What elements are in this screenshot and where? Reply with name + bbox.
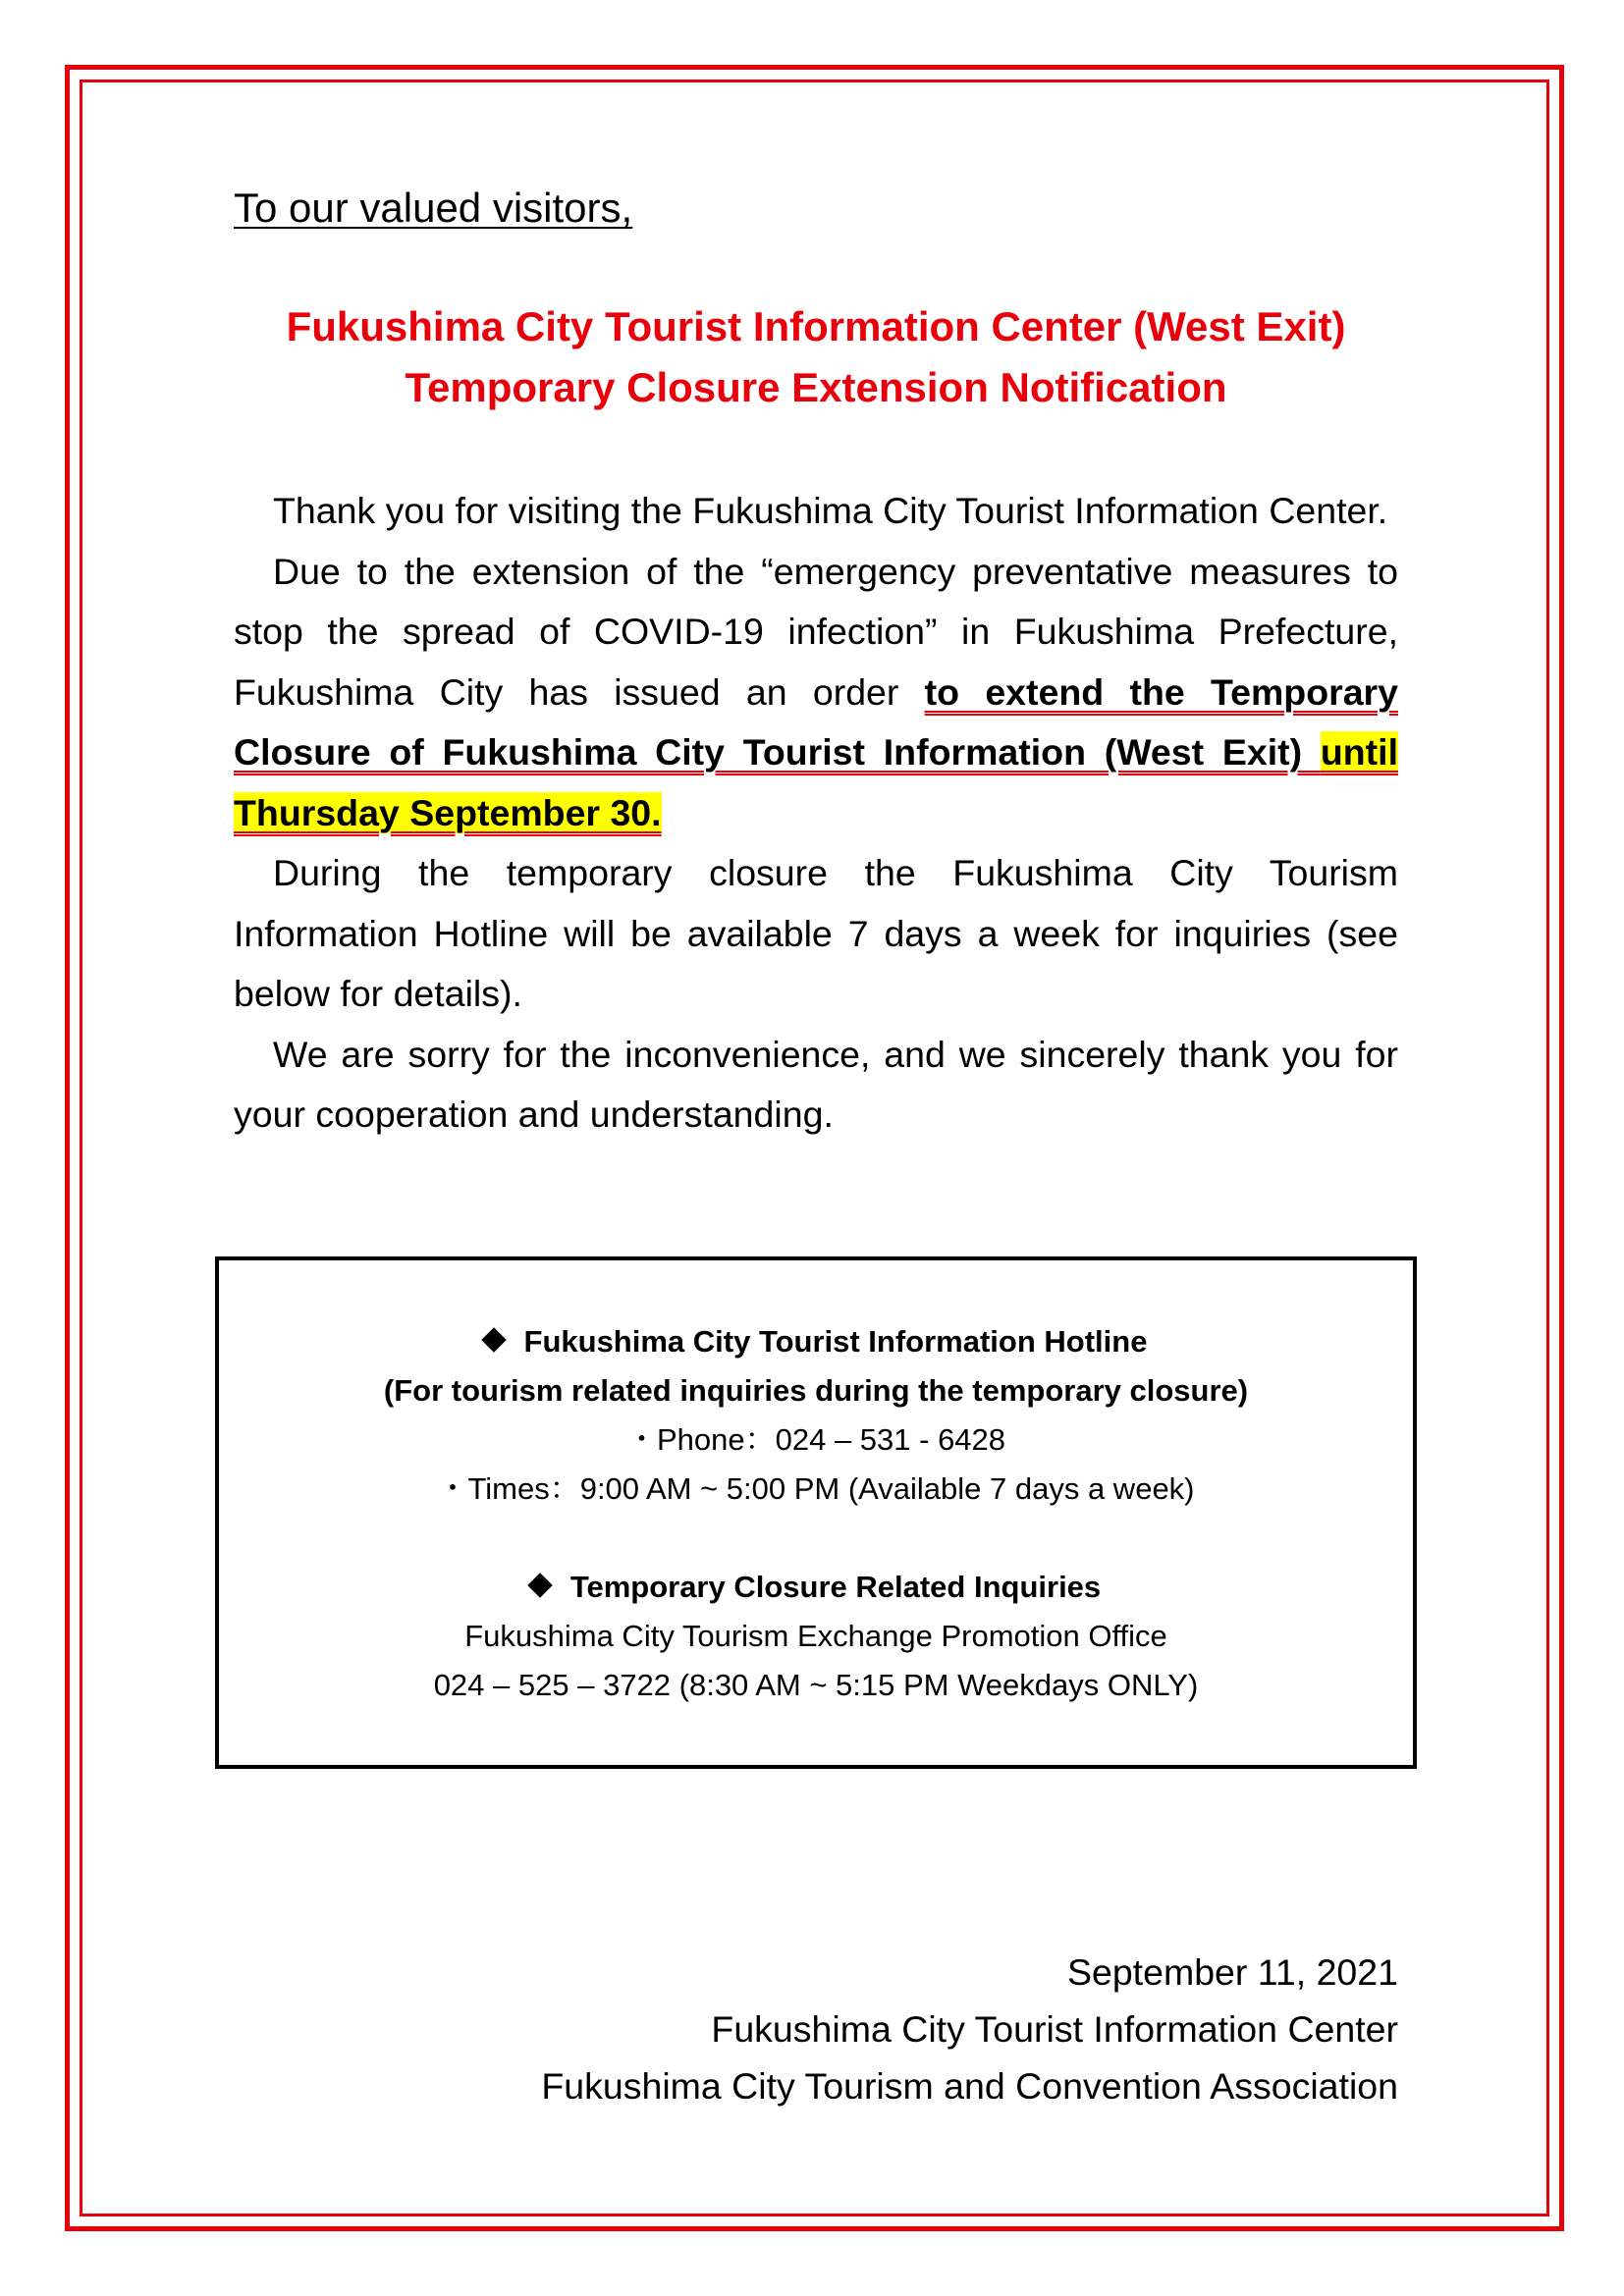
hotline-heading <box>219 1317 1413 1366</box>
hotline-phone: ・Phone：024 – 531 - 6428 <box>625 1422 1006 1457</box>
paragraph-extension <box>234 542 1398 844</box>
section-gap <box>219 1514 1413 1563</box>
signature-date: September 11, 2021 <box>1066 1951 1398 1993</box>
hotline-times: ・Times：9:00 AM ~ 5:00 PM (Available 7 days a week) <box>437 1471 1195 1506</box>
paragraph-thanks: Thank you for visiting the Fukushima City Tourist Information Center. <box>273 490 1388 531</box>
greeting: To our valued visitors, <box>234 185 633 231</box>
extension-end-date: until Thursday September 30. <box>234 731 1398 833</box>
closure-inquiries-heading <box>219 1563 1413 1612</box>
extension-emphasis-text: to extend the Temporary Closure of Fukushima City Tourist Information (West Exit) <box>234 670 1399 773</box>
title-line-1: Fukushima City Tourist Information Center (West Exit) <box>286 303 1346 349</box>
office-name: Fukushima City Tourism Exchange Promotion Office <box>464 1619 1167 1653</box>
paragraph-apology: We are sorry for the inconvenience, and we sincerely thank you for your cooperation and understanding. <box>234 1033 1398 1135</box>
diamond-bullet-icon <box>481 1327 506 1352</box>
office-contact: 024 – 525 – 3722 (8:30 AM ~ 5:15 PM Weekdays ONLY) <box>433 1668 1199 1702</box>
signature-org-2: Fukushima City Tourism and Convention Association <box>541 2065 1398 2107</box>
contact-info-inner <box>219 1317 1413 1710</box>
notice-title <box>204 296 1428 418</box>
notice-body <box>234 481 1398 1146</box>
hotline-subtitle: (For tourism related inquiries during the temporary closure) <box>383 1373 1249 1408</box>
extension-lead-text: Due to the extension of the “emergency preventative measures to stop the spread of COVID-19 infection” in Fukushima Prefecture, Fukushima City has issued an order <box>234 550 1398 713</box>
hotline-title: Fukushima City Tourist Information Hotline <box>523 1324 1148 1359</box>
paragraph-hotline: During the temporary closure the Fukushima City Tourism Information Hotline will be available 7 days a week for inquiries (see below for details). <box>234 852 1398 1014</box>
signature-org-1: Fukushima City Tourist Information Center <box>711 2008 1398 2050</box>
diamond-bullet-icon <box>527 1573 552 1597</box>
contact-info-box <box>215 1256 1417 1769</box>
signature-block <box>234 1944 1398 2114</box>
closure-inquiries-title: Temporary Closure Related Inquiries <box>569 1570 1102 1604</box>
title-line-2: Temporary Closure Extension Notification <box>405 364 1227 410</box>
